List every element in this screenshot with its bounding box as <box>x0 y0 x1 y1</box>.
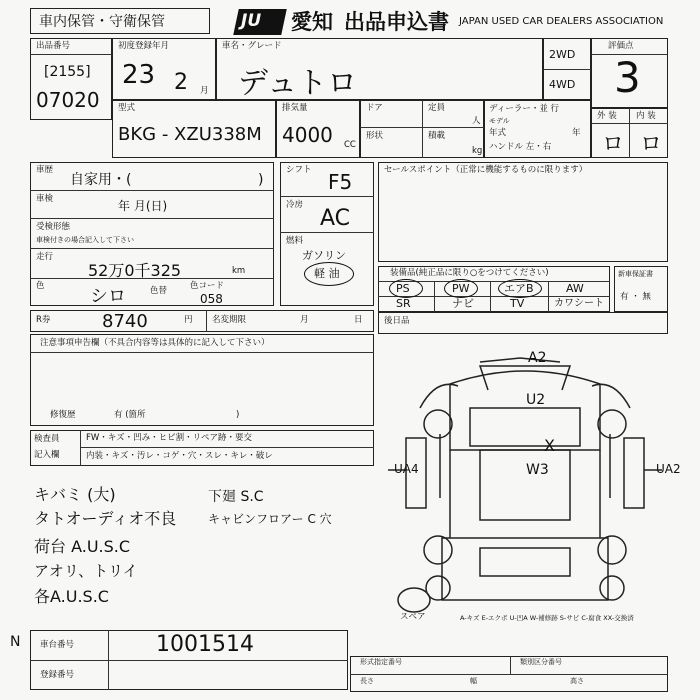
color-code-label: 色コード <box>190 281 225 291</box>
form-title: 出品申込書 <box>344 10 449 34</box>
receipt-sub: 車検付きの場合記入して下さい <box>36 236 134 244</box>
recycle-box <box>30 310 374 332</box>
car-name-label: 車名・グレード <box>222 41 282 51</box>
equip-ps: PS <box>396 282 410 295</box>
equip-pw: PW <box>452 282 470 295</box>
sales-point-label: セールスポイント（正常に機能するものに限ります） <box>384 165 588 175</box>
note-line-4: アオリ、トリイ <box>34 562 138 580</box>
fuel-label: 燃料 <box>286 236 304 246</box>
equip-tv: TV <box>510 297 525 310</box>
shift-value: F5 <box>328 170 353 194</box>
height-label: 高さ <box>570 677 584 685</box>
color-value: シロ <box>90 286 126 307</box>
ps-circle <box>389 279 423 298</box>
mark-u2: U2 <box>526 392 546 408</box>
inspection-value: 年 月(日) <box>118 199 168 213</box>
equip-leather: カワシート <box>554 298 604 309</box>
reg-month: 2 <box>174 70 188 95</box>
mark-w3: W3 <box>526 462 549 478</box>
lot-number: 07020 <box>36 88 100 112</box>
inspection-label: 車検 <box>36 194 54 204</box>
repair-value: 有 (箇所 <box>114 410 146 420</box>
inspector-row2: 内装・キズ・汚レ・コゲ・穴・スレ・キレ・破レ <box>86 451 273 461</box>
note-line-3: 荷台 A.U.S.C <box>34 537 131 556</box>
note-line-2: タトオーディオ不良 <box>34 509 177 528</box>
mark-ua4: UA4 <box>394 462 419 476</box>
aichi-title: 愛知 <box>291 10 333 34</box>
r-label: R券 <box>36 315 51 325</box>
mileage-label: 走行 <box>36 252 54 262</box>
warranty-value: 有 ・ 無 <box>620 292 651 302</box>
width-label: 幅 <box>470 677 477 685</box>
ju-logo-text: JU <box>241 11 262 31</box>
exterior-label: 外 装 <box>597 111 617 121</box>
history-value: 自家用・( <box>70 172 132 188</box>
equip-aw: AW <box>566 282 584 295</box>
airbag-circle <box>498 279 542 298</box>
shift-label: シフト <box>286 165 312 175</box>
equip-navi: ナビ <box>452 297 474 310</box>
entry-label: 記入欄 <box>34 450 60 460</box>
color-label: 色 <box>36 281 45 291</box>
model-value: BKG - XZU338M <box>118 124 262 145</box>
handle-label: ハンドル 左・右 <box>489 142 552 152</box>
storage-badge-text: 車内保管・守衛保管 <box>39 14 165 30</box>
format-label: 形式指定番号 <box>360 658 402 666</box>
diesel-circle <box>304 262 354 286</box>
cc-unit: CC <box>344 140 356 150</box>
spare-label: スペア <box>400 612 426 622</box>
drive-4wd: 4WD <box>549 78 576 91</box>
mileage-value: 52万0千325 <box>88 261 182 280</box>
inspector-row1: FW・キズ・凹み・ヒビ割・リペア跡・要交 <box>86 433 252 443</box>
model-label: 型式 <box>118 103 136 113</box>
truck-diagram <box>380 338 670 632</box>
kg-unit: kg <box>472 146 483 156</box>
ac-value: AC <box>320 206 351 231</box>
model-year-label: モデル <box>489 117 510 125</box>
interior-label: 内 装 <box>636 111 656 121</box>
door-label: ドア <box>366 103 383 113</box>
drive-2wd: 2WD <box>549 48 576 61</box>
year-unit: 年 <box>572 128 581 138</box>
year-label: 年式 <box>489 128 507 138</box>
pw-circle <box>444 279 478 298</box>
capacity-label: 定員 <box>428 103 446 113</box>
load-label: 積載 <box>428 131 446 141</box>
km-unit: km <box>232 266 246 276</box>
exterior-grade: ロ <box>602 132 625 157</box>
lot-label: 出品番号 <box>36 41 71 51</box>
mark-a2: A2 <box>528 350 547 366</box>
reg-month-unit: 月 <box>200 86 209 96</box>
association-name: JAPAN USED CAR DEALERS ASSOCIATION <box>459 16 664 27</box>
chassis-label: 車台番号 <box>40 640 75 650</box>
name-change-day: 日 <box>354 315 363 325</box>
yen-unit: 円 <box>184 315 193 325</box>
repair-close: ) <box>236 410 240 420</box>
north-mark: N <box>10 634 21 650</box>
note-line-1: キバミ (大) <box>34 485 116 504</box>
class-label: 類別区分番号 <box>520 658 562 666</box>
color-change-label: 色替 <box>150 286 168 296</box>
reg-number-label: 登録番号 <box>40 670 75 680</box>
rear-items-label: 後日品 <box>384 316 410 326</box>
ac-label: 冷房 <box>286 200 304 210</box>
chassis-value: 1001514 <box>156 632 254 657</box>
first-reg-label: 初度登録年月 <box>118 41 170 51</box>
damage-legend: A-キズ E-エクボ U-凹A W-補修跡 S-サビ C-腐食 XX-交換済 <box>460 614 634 622</box>
car-name: デュトロ <box>238 66 358 101</box>
reg-year: 23 <box>122 60 156 90</box>
rear-items-box <box>378 312 668 334</box>
displacement-label: 排気量 <box>282 103 308 113</box>
grade-label: 評価点 <box>608 41 634 51</box>
length-label: 長さ <box>360 677 374 685</box>
color-code-value: 058 <box>200 292 223 306</box>
interior-grade: ロ <box>640 132 663 157</box>
repair-label: 修復歴 <box>50 410 76 420</box>
shape-label: 形状 <box>366 131 384 141</box>
history-close: ) <box>258 172 264 188</box>
fuel-gas: ガソリン <box>302 249 346 262</box>
warranty-label: 新車保証書 <box>618 270 653 278</box>
note-right-2: キャビンフロアー C 穴 <box>208 512 332 526</box>
receipt-label: 受検形態 <box>36 222 71 232</box>
note-line-5: 各A.U.S.C <box>34 587 109 606</box>
fuel-diesel: 軽 油 <box>314 267 340 280</box>
r-value: 8740 <box>102 311 148 332</box>
displacement-value: 4000 <box>282 123 333 147</box>
notes-title: 注意事項申告欄（不具合内容等は具体的に記入して下さい） <box>40 338 270 348</box>
inspector-label: 検査員 <box>34 434 60 444</box>
name-change-label: 名変期限 <box>212 315 247 325</box>
history-label: 車歴 <box>36 165 54 175</box>
sales-point-box <box>378 162 668 262</box>
dealer-label: ディーラー・並 行 <box>489 104 560 114</box>
note-right-1: 下廻 S.C <box>208 489 264 505</box>
person-unit: 人 <box>472 116 481 126</box>
equip-airbag: エアB <box>504 282 534 295</box>
name-change-month: 月 <box>300 315 309 325</box>
reg-number: [2155] <box>44 64 91 80</box>
storage-badge <box>30 8 210 34</box>
equip-sr: SR <box>396 297 411 310</box>
mark-ua2: UA2 <box>656 462 681 476</box>
grade-value: 3 <box>614 53 641 102</box>
mark-x: X <box>544 436 555 455</box>
history-box <box>30 162 274 306</box>
equipment-title: 装備品(純正品に限り○をつけてください) <box>390 268 549 278</box>
